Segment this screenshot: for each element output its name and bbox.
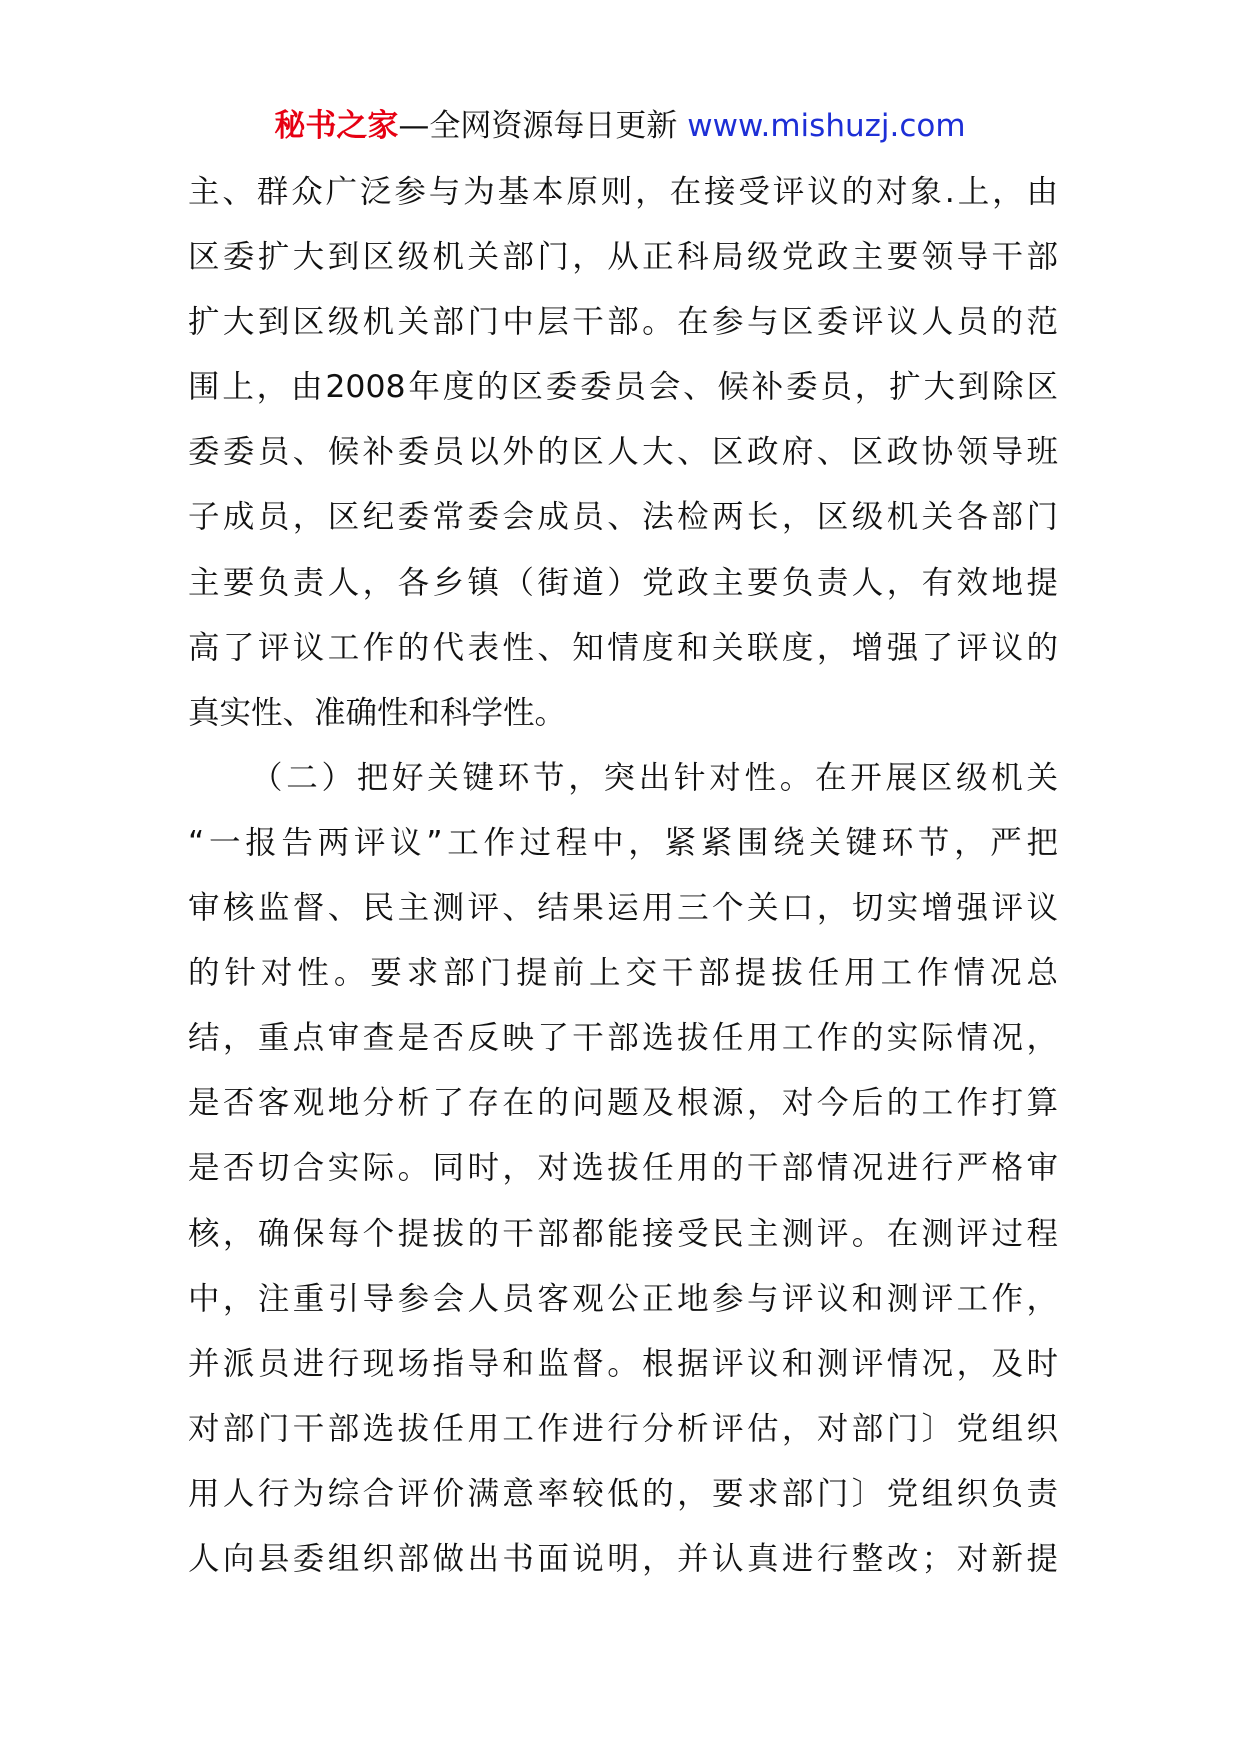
text-line: 核，确保每个提拔的干部都能接受民主测评。在测评过程 xyxy=(188,1215,1058,1252)
text-line: 人向县委组织部做出书面说明，并认真进行整改；对新提 xyxy=(188,1540,1058,1577)
text-line: 子成员，区纪委常委会成员、法检两长，区级机关各部门 xyxy=(188,499,1058,536)
text-line: 中，注重引导参会人员客观公正地参与评议和测评工作， xyxy=(188,1280,1058,1317)
site-url-link[interactable]: www.mishuzj.com xyxy=(687,108,966,144)
text-line: 对部门干部选拔任用工作进行分析评估，对部门〕党组织 xyxy=(188,1410,1058,1447)
text-line: 区委扩大到区级机关部门，从正科局级党政主要领导干部 xyxy=(188,239,1058,276)
text-line: 主、群众广泛参与为基本原则，在接受评议的对象.上，由 xyxy=(188,174,1058,210)
brand-name: 秘书之家 xyxy=(274,108,399,144)
text-line: 委委员、候补委员以外的区人大、区政府、区政协领导班 xyxy=(188,434,1058,471)
header-tagline: —全网资源每日更新 xyxy=(398,108,688,144)
paragraph-start-line: （二）把好关键环节，突出针对性。在开展区级机关 xyxy=(251,759,1058,796)
text-line: 是否客观地分析了存在的问题及根源，对今后的工作打算 xyxy=(188,1085,1058,1122)
text-line: 扩大到区级机关部门中层干部。在参与区委评议人员的范 xyxy=(188,304,1058,341)
text-line: “一报告两评议”工作过程中，紧紧围绕关键环节，严把 xyxy=(188,824,1058,861)
text-line: 审核监督、民主测评、结果运用三个关口，切实增强评议 xyxy=(188,890,1058,927)
paragraph-end-line: 真实性、准确性和科学性。 xyxy=(188,694,567,731)
text-line: 用人行为综合评价满意率较低的，要求部门〕党组织负责 xyxy=(188,1475,1058,1512)
text-line: 结，重点审查是否反映了干部选拔任用工作的实际情况， xyxy=(188,1020,1058,1057)
text-line: 围上，由2008年度的区委委员会、候补委员，扩大到除区 xyxy=(188,369,1058,406)
text-line: 并派员进行现场指导和监督。根据评议和测评情况，及时 xyxy=(188,1345,1058,1382)
text-line: 的针对性。要求部门提前上交干部提拔任用工作情况总 xyxy=(188,955,1058,992)
site-header xyxy=(0,104,1240,148)
document-body xyxy=(188,160,1058,1592)
text-line: 主要负责人，各乡镇（街道）党政主要负责人，有效地提 xyxy=(188,564,1058,601)
text-line: 是否切合实际。同时，对选拔任用的干部情况进行严格审 xyxy=(188,1150,1058,1187)
text-line: 高了评议工作的代表性、知情度和关联度，增强了评议的 xyxy=(188,629,1058,666)
